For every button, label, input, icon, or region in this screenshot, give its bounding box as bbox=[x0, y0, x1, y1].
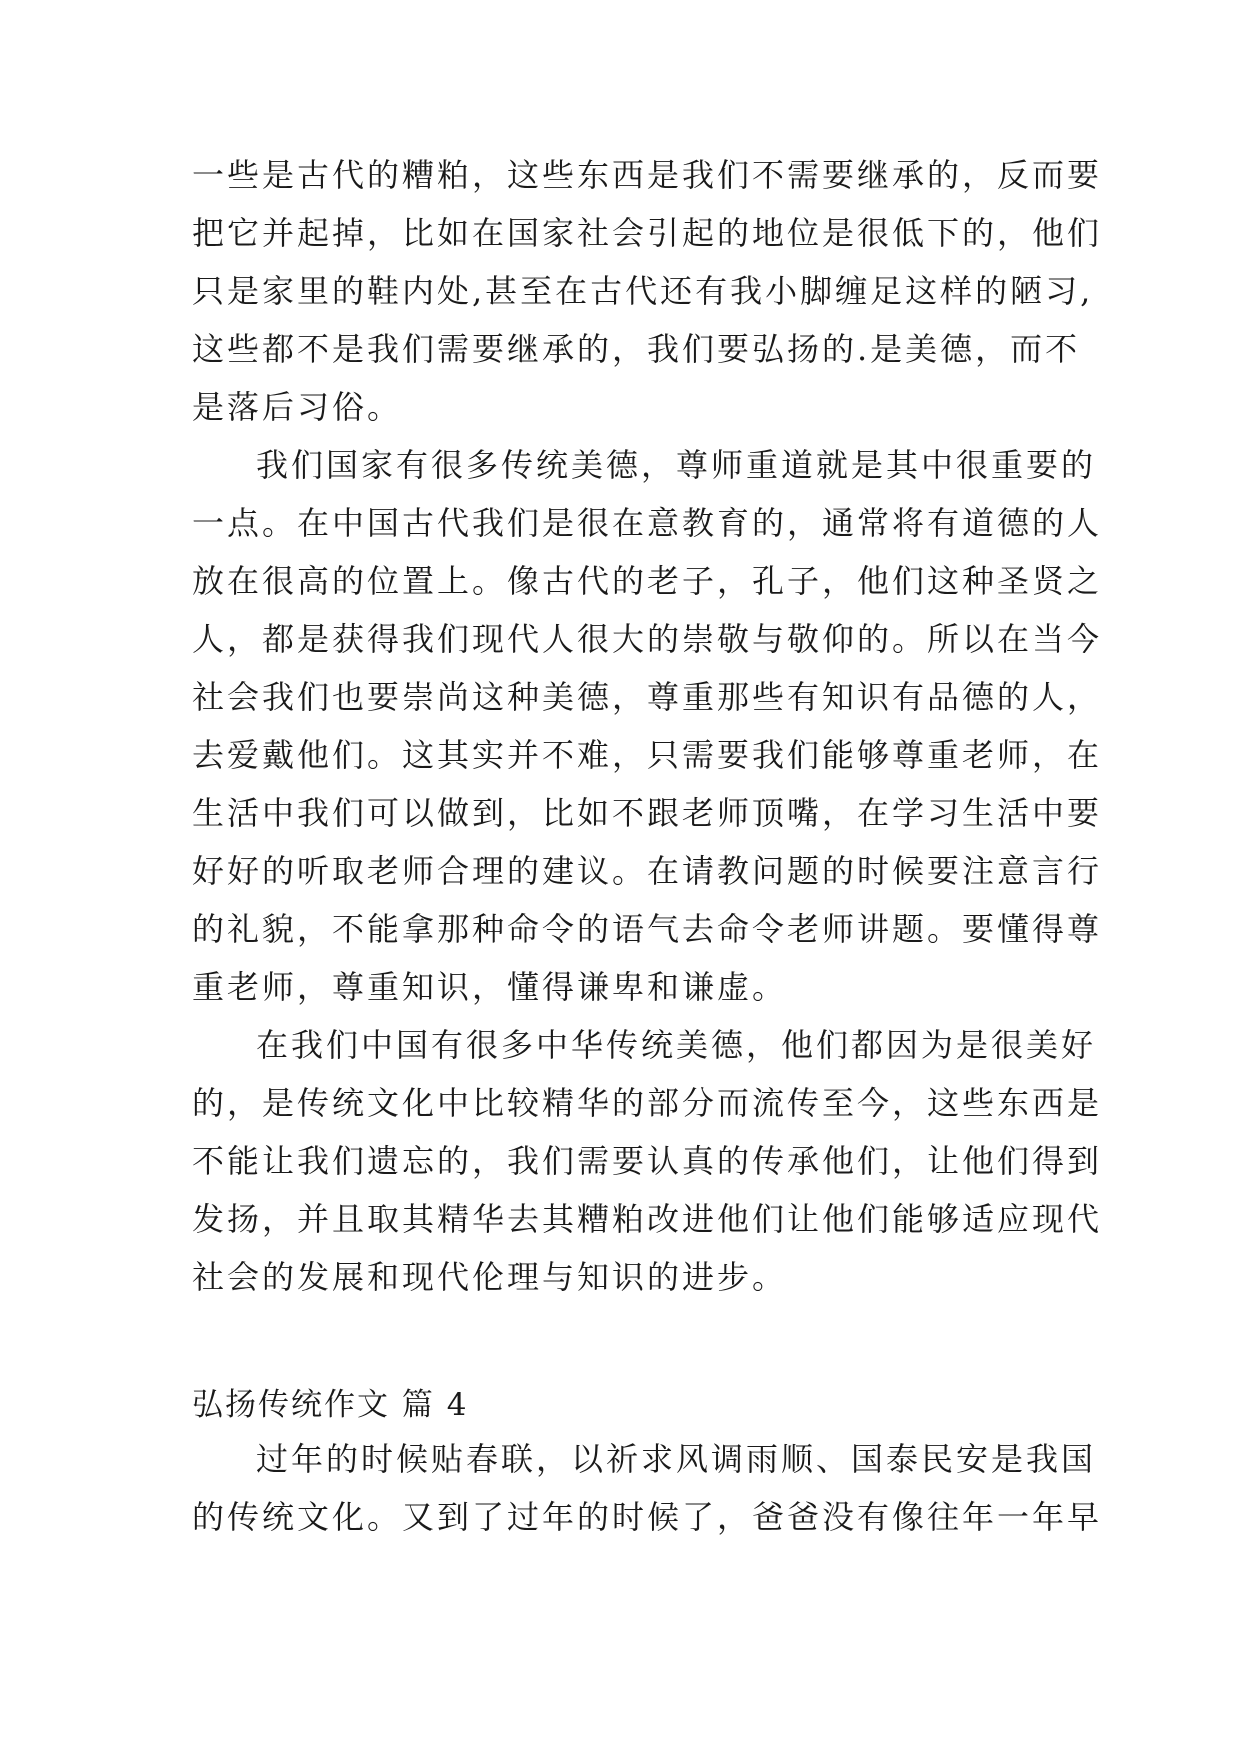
text-line: 放在很高的位置上。像古代的老子，孔子，他们这种圣贤之 bbox=[192, 562, 1103, 600]
text-line: 把它并起掉，比如在国家社会引起的地位是很低下的，他们 bbox=[192, 214, 1103, 252]
text-line: 我们国家有很多传统美德，尊师重道就是其中很重要的 bbox=[256, 446, 1097, 484]
text-line: 的礼貌，不能拿那种命令的语气去命令老师讲题。要懂得尊 bbox=[192, 910, 1103, 948]
text-line: 的传统文化。又到了过年的时候了，爸爸没有像往年一年早 bbox=[192, 1498, 1103, 1536]
text-line: 的，是传统文化中比较精华的部分而流传至今，这些东西是 bbox=[192, 1084, 1103, 1122]
text-line: 一些是古代的糟粕，这些东西是我们不需要继承的，反而要 bbox=[192, 156, 1103, 194]
paragraph-1 bbox=[192, 146, 1103, 436]
paragraph-4 bbox=[192, 1430, 1103, 1546]
text-line: 一点。在中国古代我们是很在意教育的，通常将有道德的人 bbox=[192, 504, 1103, 542]
text-line: 过年的时候贴春联，以祈求风调雨顺、国泰民安是我国 bbox=[256, 1440, 1097, 1478]
text-line: 这些都不是我们需要继承的，我们要弘扬的.是美德，而不 bbox=[192, 330, 1081, 368]
text-line: 社会我们也要崇尚这种美德，尊重那些有知识有品德的人， bbox=[192, 678, 1103, 716]
text-line: 去爱戴他们。这其实并不难，只需要我们能够尊重老师，在 bbox=[192, 736, 1103, 774]
text-line: 社会的发展和现代伦理与知识的进步。 bbox=[192, 1258, 788, 1296]
text-line: 重老师，尊重知识，懂得谦卑和谦虚。 bbox=[192, 968, 788, 1006]
text-line: 发扬，并且取其精华去其糟粕改进他们让他们能够适应现代 bbox=[192, 1200, 1103, 1238]
text-line: 好好的听取老师合理的建议。在请教问题的时候要注意言行 bbox=[192, 852, 1103, 890]
paragraph-2 bbox=[192, 436, 1103, 1016]
paragraph-3 bbox=[192, 1016, 1103, 1306]
text-line: 人，都是获得我们现代人很大的崇敬与敬仰的。所以在当今 bbox=[192, 620, 1103, 658]
text-line: 生活中我们可以做到，比如不跟老师顶嘴，在学习生活中要 bbox=[192, 794, 1103, 832]
text-line: 是落后习俗。 bbox=[192, 388, 403, 426]
section-heading: 弘扬传统作文 篇 4 bbox=[192, 1387, 469, 1423]
text-line: 在我们中国有很多中华传统美德，他们都因为是很美好 bbox=[256, 1026, 1097, 1064]
text-line: 只是家里的鞋内处,甚至在古代还有我小脚缠足这样的陋习, bbox=[192, 272, 1094, 310]
text-line: 不能让我们遗忘的，我们需要认真的传承他们，让他们得到 bbox=[192, 1142, 1103, 1180]
